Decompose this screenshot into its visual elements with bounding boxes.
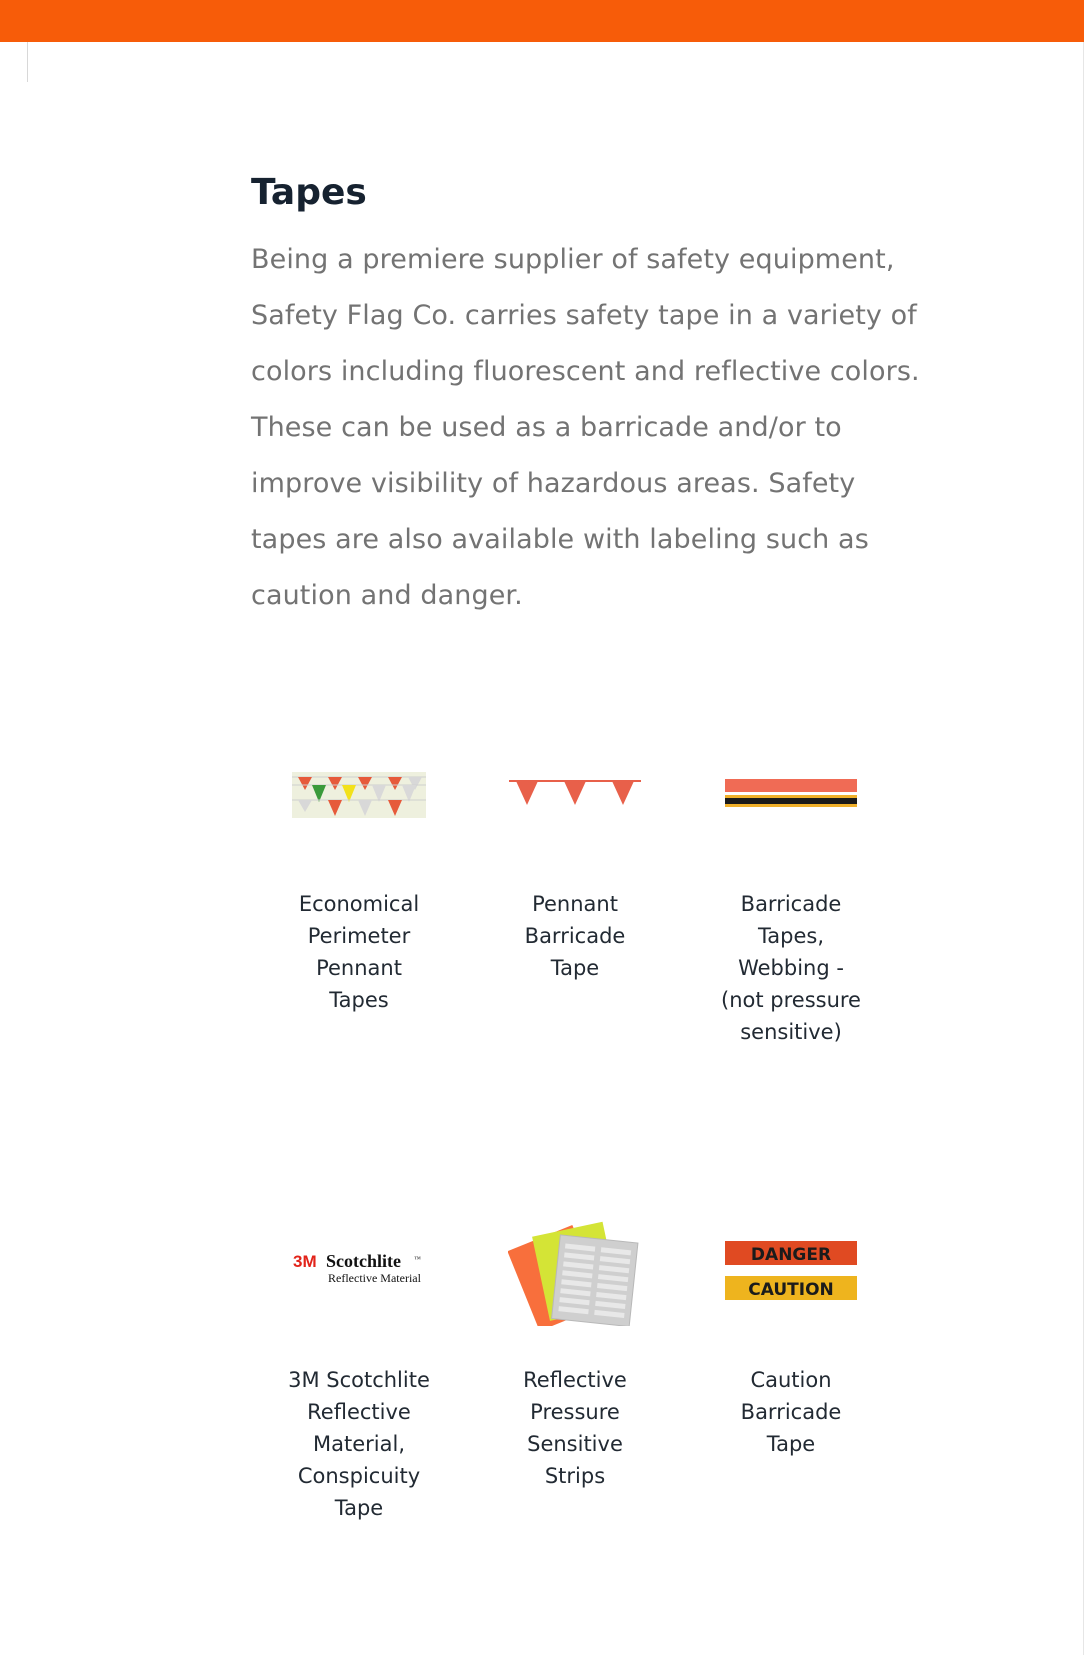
product-label[interactable]: Reflective Pressure Sensitive Strips: [523, 1368, 627, 1488]
product-label[interactable]: Economical Perimeter Pennant Tapes: [298, 892, 420, 1012]
pennant-string-icon: [289, 730, 429, 860]
caution-tape-icon: [721, 1206, 861, 1336]
product-grid: [251, 730, 901, 1524]
main-content: [251, 168, 921, 624]
product-card-caution-barricade-tape[interactable]: [683, 1206, 899, 1524]
scotchlite-logo: [289, 1206, 429, 1336]
product-card-3m-scotchlite[interactable]: [251, 1206, 467, 1524]
red-pennant-icon: [505, 730, 645, 860]
svg-text:3M: 3M: [293, 1252, 317, 1271]
svg-text:Scotchlite: Scotchlite: [326, 1251, 401, 1271]
intro-paragraph: Being a premiere supplier of safety equipment, Safety Flag Co. carries safety tape in a variety of colors including fluorescent and reflective colors. These can be used as a barricade and/or to improve visibility of hazardous areas. Safety tapes are also available with labeling such as caution and danger.: [251, 244, 920, 611]
top-accent-bar: [0, 0, 1084, 42]
svg-text:DANGER: DANGER: [750, 1245, 832, 1265]
product-card-economical-perimeter-pennant-tapes[interactable]: [251, 730, 467, 1206]
svg-text:™: ™: [414, 1255, 421, 1263]
product-label[interactable]: 3M Scotchlite Reflective Material, Conspicuity Tape: [288, 1368, 430, 1520]
product-card-reflective-pressure-sensitive-strips[interactable]: [467, 1206, 683, 1524]
left-divider: [27, 42, 28, 82]
product-label[interactable]: Pennant Barricade Tape: [524, 892, 626, 980]
barricade-webbing-icon: [721, 730, 861, 860]
svg-text:CAUTION: CAUTION: [748, 1280, 834, 1300]
page-title: Tapes: [251, 172, 367, 213]
product-card-barricade-tapes-webbing[interactable]: [683, 730, 899, 1206]
svg-text:Reflective Material: Reflective Material: [328, 1271, 421, 1285]
product-label[interactable]: Caution Barricade Tape: [740, 1368, 842, 1456]
reflective-sheets-icon: [505, 1206, 645, 1336]
product-card-pennant-barricade-tape[interactable]: [467, 730, 683, 1206]
product-label[interactable]: Barricade Tapes, Webbing - (not pressure sensitive): [721, 892, 861, 1044]
